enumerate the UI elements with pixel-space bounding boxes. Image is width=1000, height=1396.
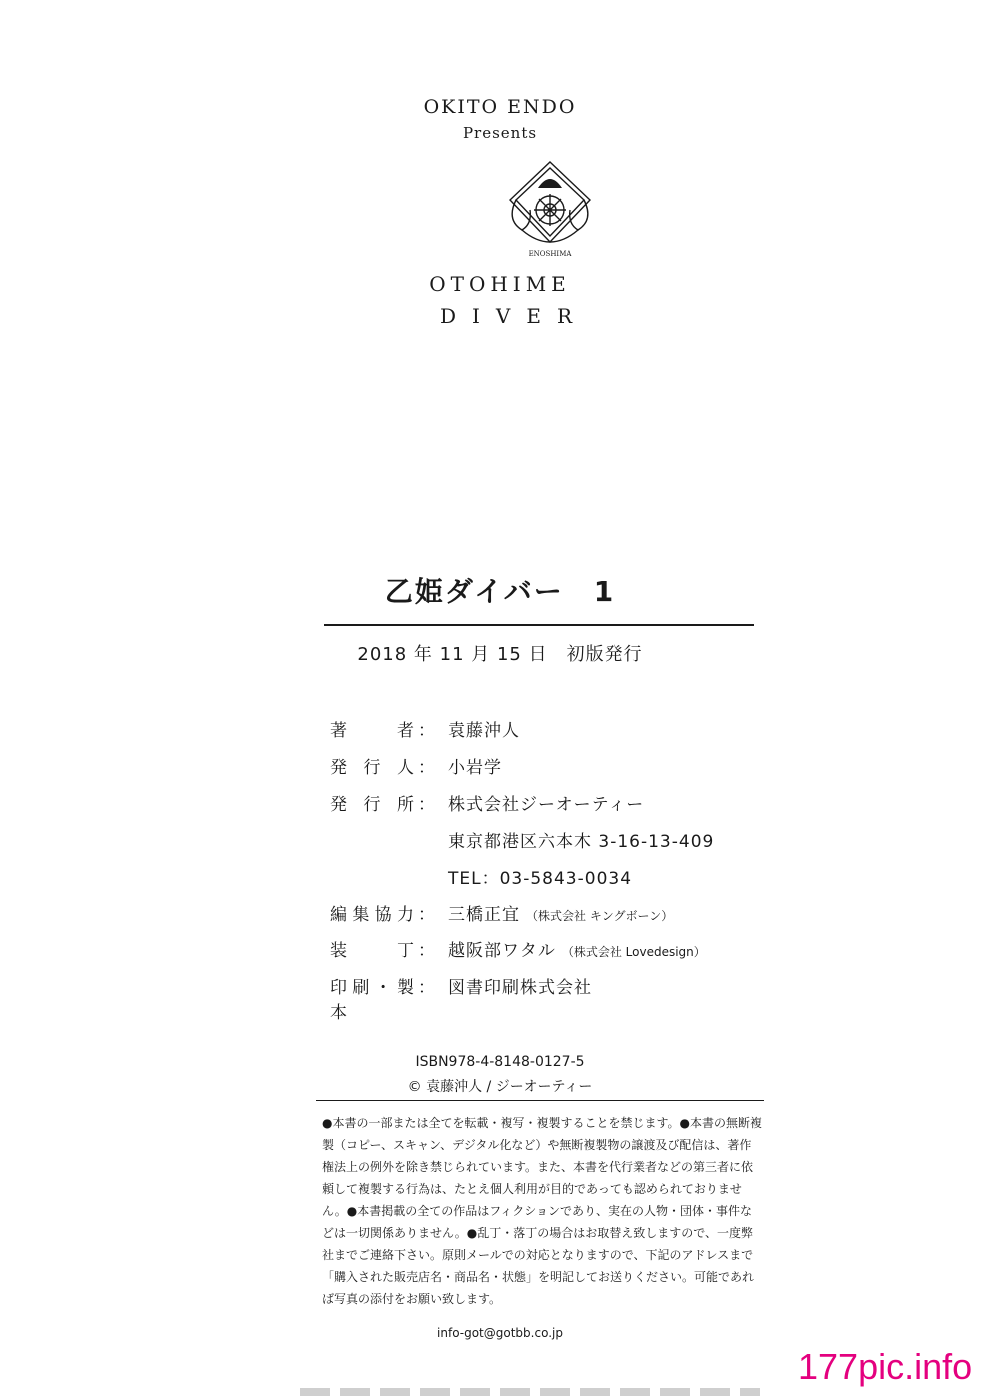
bottom-strip: [300, 1388, 760, 1396]
credit-colon: ：: [418, 721, 435, 741]
credit-value-text: 東京都港区六本木 3-16-13-409: [448, 832, 715, 852]
title-divider: [324, 624, 754, 626]
credit-note: （株式会社 Lovedesign）: [561, 945, 706, 959]
credit-label: 装丁: [330, 941, 414, 961]
legal-notice: ●本書の一部または全てを転載・複写・複製することを禁じます。●本書の無断複製（コピー、スキャン、デジタル化など）や無断複製物の譲渡及び配信は、著作権法上の例外を除き禁じられています。また、本書を代行業者などの第三者に依頼して複製する行為は、たとえ個人利用が目的であっても認められておりません。●本書掲載の全ての作品はフィクションであり、実在の人物・団体・事件などは一切関係ありません。●乱丁・落丁の場合はお取替え致しますので、一度弊社までご連絡下さい。原則メールでの対応となりますので、下記のアドレスまで「購入された販売店名・商品名・状態」を明記してお送りください。可能であれば写真の添付をお願い致します。: [322, 1116, 762, 1306]
credit-value: [448, 827, 714, 852]
credit-colon: ：: [418, 978, 435, 998]
series-title-line1: OTOHIME: [429, 272, 571, 296]
credit-colon: ：: [418, 941, 435, 961]
series-title-line2: DIVER: [439, 304, 589, 328]
isbn: ISBN978-4-8148-0127-5: [415, 1054, 585, 1070]
credit-value-text: 図書印刷株式会社: [448, 978, 592, 998]
credit-colon: ：: [418, 758, 435, 778]
credit-value: [448, 973, 592, 998]
emblem-text: ENOSHIMA: [528, 250, 572, 258]
credit-value: [448, 864, 632, 889]
credit-label: 編集協力: [330, 905, 414, 925]
credit-value-text: 三橋正宜: [448, 905, 520, 925]
credit-label: 印刷・製本: [330, 978, 414, 1023]
credit-label: 発行人: [330, 758, 414, 778]
credit-label: 発行所: [330, 795, 414, 815]
credit-value: [448, 716, 520, 741]
credit-value: [448, 790, 644, 815]
copyright: © 袁藤沖人 / ジーオーティー: [407, 1079, 593, 1095]
publication-date: 2018 年 11 月 15 日 初版発行: [357, 644, 643, 665]
credit-value: [448, 753, 502, 778]
credit-value: [448, 936, 706, 961]
presents-label: Presents: [462, 124, 538, 142]
credit-value: [448, 900, 673, 925]
credit-value-text: 越阪部ワタル: [448, 941, 556, 961]
watermark: 177pic.info: [798, 1346, 973, 1387]
credit-value-text: 袁藤沖人: [448, 721, 520, 741]
credit-value-text: 小岩学: [448, 758, 502, 778]
contact-email: info-got@gotbb.co.jp: [437, 1326, 563, 1340]
credit-value-text: 株式会社ジーオーティー: [448, 795, 645, 815]
credit-label: 著者: [330, 721, 414, 741]
enoshima-emblem: [502, 158, 598, 262]
credit-colon: ：: [418, 905, 435, 925]
notice-divider: [316, 1100, 764, 1101]
author-credit: OKITO ENDO: [423, 96, 577, 118]
book-title: 乙姫ダイバー 1: [384, 575, 616, 608]
credit-colon: ：: [418, 795, 435, 815]
credit-value-text: TEL：03-5843-0034: [448, 869, 633, 889]
credit-note: （株式会社 キングボーン）: [526, 909, 674, 923]
